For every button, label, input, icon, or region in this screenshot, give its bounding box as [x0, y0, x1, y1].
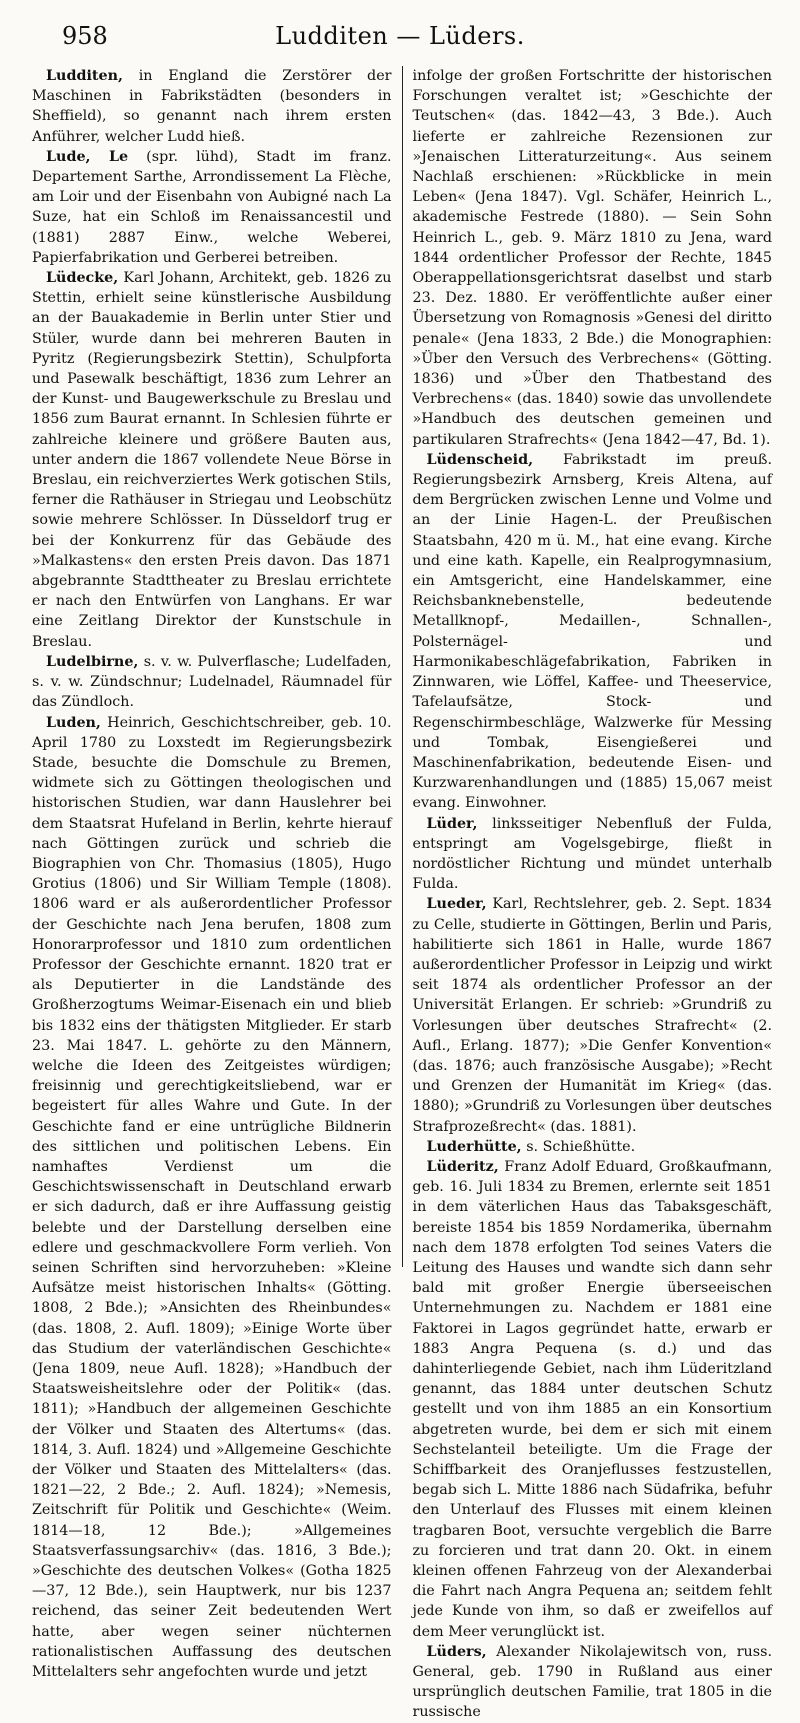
dictionary-entry	[32, 713, 392, 1683]
dictionary-entry	[413, 1642, 773, 1723]
entry-headword: Lüdecke,	[46, 270, 119, 287]
entry-headword: Ludelbirne,	[46, 653, 139, 670]
entry-text: in England die Zerstörer der Maschinen in Fabrikstädten (besonders in Sheffield), so genannt nach ihrem ersten Anführer, welcher Ludd hieß.	[32, 68, 392, 145]
dictionary-entry	[413, 1137, 773, 1157]
entry-text: linksseitiger Nebenfluß der Fulda, entspringt am Vogelsgebirge, fließt in nordöstlicher Richtung und mündet unterhalb Fulda.	[412, 815, 772, 893]
page-header	[30, 0, 770, 52]
right-column	[403, 66, 773, 1721]
dictionary-entry	[32, 66, 392, 147]
entry-headword: Luden,	[46, 714, 101, 731]
entry-headword: Luderhütte,	[426, 1138, 522, 1155]
entry-text: Alexander Nikolajewitsch von, russ. General, geb. 1790 in Rußland aus einer ursprünglich deutschen Familie, trat 1805 in die russische	[412, 1643, 772, 1721]
dictionary-entry	[413, 1157, 773, 1642]
dictionary-entry	[413, 66, 773, 450]
dictionary-entry	[32, 147, 392, 268]
dictionary-entry	[413, 814, 773, 895]
entry-headword: Lüders,	[426, 1643, 487, 1660]
dictionary-entry	[32, 652, 392, 713]
entry-text: infolge der großen Fortschritte der historischen Forschungen veraltet ist; »Geschichte der Teutschen« (das. 1842—43, 3 Bde.). Auch lieferte er zahlreiche Rezensionen zur »Jenaischen Litteraturzeitung«. Aus seinem Nachlaß erschienen: »Rückblicke in mein Leben« (Jena 1847). Vgl. Schäfer, Heinrich L., akademische Festrede (1880). — Sein Sohn Heinrich L., geb. 9. März 1810 zu Jena, ward 1844 ordentlicher Professor der Rechte, 1845 Oberappellationsgerichtsrat daselbst und starb 23. Dez. 1880. Er veröffentlichte außer einer Übersetzung von Romagnosis »Genesi del diritto penale« (Jena 1833, 2 Bde.) die Monographien: »Über den Versuch des Verbrechens« (Götting. 1836) und »Über den Thatbestand des Verbrechens« (das. 1840) sowie das unvollendete »Handbuch des deutschen gemeinen und partikularen Strafrechts« (Jena 1842—47, Bd. 1).	[412, 68, 773, 448]
running-title: Ludditen — Lüders.	[275, 22, 525, 50]
entry-text: s. Schießhütte.	[521, 1138, 636, 1155]
left-column	[32, 66, 402, 1681]
dictionary-entry	[413, 894, 773, 1136]
entry-text: Heinrich, Geschichtschreiber, geb. 10. April 1780 zu Loxstedt im Regierungsbezirk Stade, besuchte die Domschule zu Bremen, widmete sich zu Göttingen theologischen und historischen Studien, war dann Hauslehrer bei dem Staatsrat Hufeland in Berlin, kehrte hierauf nach Göttingen zurück und schrieb die Biographien von Chr. Thomasius (1805), Hugo Grotius (1806) und Sir William Temple (1808). 1806 ward er als außerordentlicher Professor der Geschichte nach Jena berufen, 1808 zum Honorarprofessor und 1810 zum ordentlichen Professor der Geschichte ernannt. 1820 trat er als Deputierter in die Landstände des Großherzogtums Weimar-Eisenach ein und blieb bis 1832 eins der thätigsten Mitglieder. Er starb 23. Mai 1847. L. gehörte zu den Männern, welche die Ideen des Zeitgeistes würdigen; freisinnig und gerechtigkeitsliebend, war er begeistert für alles Wahre und Gute. In der Geschichte fand er eine untrügliche Bildnerin des sittlichen und politischen Lebens. Ein namhaftes Verdienst um die Geschichtswissenschaft in Deutschland erwarb er sich dadurch, daß er ihre Auffassung geistig belebte und der Darstellung derselben eine edlere und geschmackvollere Form verlieh. Von seinen Schriften sind hervorzuheben: »Kleine Aufsätze meist historischen Inhalts« (Götting. 1808, 2 Bde.); »Ansichten des Rheinbundes« (das. 1808, 2. Aufl. 1809); »Einige Worte über das Studium der vaterländischen Geschichte« (Jena 1809, neue Aufl. 1828); »Handbuch der Staatsweisheitslehre oder der Politik« (das. 1811); »Handbuch der allgemeinen Geschichte der Völker und Staaten des Altertums« (das. 1814, 3. Aufl. 1824) und »Allgemeine Geschichte der Völker und Staaten des Mittelalters« (das. 1821—22, 2 Bde.; 2. Aufl. 1824); »Nemesis, Zeitschrift für Politik und Geschichte« (Weim. 1814—18, 12 Bde.); »Allgemeines Staatsverfassungsarchiv« (das. 1816, 3 Bde.); »Geschichte des deutschen Volkes« (Gotha 1825—37, 12 Bde.), sein Hauptwerk, nur bis 1237 reichend, das seiner Zeit bedeutenden Wert hatte, aber wegen seiner nüchternen rationalistischen Auffassung des deutschen Mittelalters sehr angefochten wurde und jetzt	[32, 714, 392, 1681]
entry-headword: Lude, Le	[46, 148, 129, 165]
entry-headword: Lüderitz,	[426, 1158, 499, 1175]
entry-text: Fabrikstadt im preuß. Regierungsbezirk Arnsberg, Kreis Altena, auf dem Bergrücken zwischen Lenne und Volme und an der Linie Hagen-L. der Preußischen Staatsbahn, 420 m ü. M., hat eine evang. Kirche und eine kath. Kapelle, ein Realprogymnasium, ein Amtsgericht, eine Handelskammer, eine Reichsbanknebenstelle, bedeutende Metallknopf-, Medaillen-, Schnallen-, Polsternägel- und Harmonikabeschlägefabrikation, Fabriken in Zinnwaren, wie Löffel, Kaffee- und Theeservice, Tafelaufsätze, Stock- und Regenschirmbeschläge, Walzwerke für Messing und Tombak, Eisengießerei und Maschinenfabrikation, bedeutende Eisen- und Kurzwarenhandlungen und (1885) 15,067 meist evang. Einwohner.	[412, 451, 772, 812]
entry-text: s. v. w. Pulverflasche; Ludelfaden, s. v. w. Zündschnur; Ludelnadel, Räumnadel für das Zündloch.	[32, 653, 392, 711]
page-number: 958	[62, 22, 108, 50]
entry-text: Karl Johann, Architekt, geb. 1826 zu Stettin, erhielt seine künstlerische Ausbildung an der Bauakademie in Berlin unter Stier und Stüler, wurde dann bei mehreren Bauten in Pyritz (Regierungsbezirk Stettin), Schulpforta und Pasewalk beschäftigt, 1836 zum Lehrer an der Kunst- und Baugewerkschule zu Breslau und 1856 zum Baurat ernannt. In Schlesien führte er zahlreiche kleinere und größere Bauten aus, unter andern die 1867 vollendete Neue Börse in Breslau, ein reichverziertes Werk gotischen Stils, ferner die Rathäuser in Striegau und Leobschütz sowie mehrere Schlösser. In Düsseldorf trug er bei der Konkurrenz für das Gebäude des »Malkastens« den ersten Preis davon. Das 1871 abgebrannte Stadttheater zu Breslau errichtete er nach den Entwürfen von Langhans. Er war eine Zeitlang Direktor der Kunstschule in Breslau.	[32, 270, 392, 650]
entry-text: Karl, Rechtslehrer, geb. 2. Sept. 1834 zu Celle, studierte in Göttingen, Berlin und Paris, habilitierte sich 1861 in Halle, wurde 1867 außerordentlicher Professor in Leipzig und wirkt seit 1874 als ordentlicher Professor an der Universität Erlangen. Er schrieb: »Grundriß zu Vorlesungen über deutsches Strafrecht« (2. Aufl., Erlang. 1877); »Die Genfer Konvention« (das. 1876; auch französische Ausgabe); »Recht und Grenzen der Humanität im Krieg« (das. 1880); »Grundriß zu Vorlesungen über deutsches Strafprozeßrecht« (das. 1881).	[412, 896, 772, 1135]
entry-headword: Ludditen,	[46, 68, 123, 84]
entry-text: (spr. lühd), Stadt im franz. Departement Sarthe, Arrondissement La Flèche, am Loir und der Eisenbahn von Aubigné nach La Suze, hat ein Schloß im Renaissancestil und (1881) 2887 Einw., welche Weberei, Papierfabrikation und Gerberei betreiben.	[32, 148, 392, 266]
entry-text: Franz Adolf Eduard, Großkaufmann, geb. 16. Juli 1834 zu Bremen, erlernte seit 1851 in dem väterlichen Haus das Tabaksgeschäft, bereiste 1854 bis 1859 Nordamerika, übernahm nach dem 1878 erfolgten Tod seines Vaters die Leitung des Hauses und wandte sich dann sehr bald mit großer Energie überseeischen Unternehmungen zu. Nachdem er 1881 eine Faktorei in Lagos gegründet hatte, erwarb er 1883 Angra Pequena (s. d.) und das dahinterliegende Gebiet, nach ihm Lüderitzland genannt, das 1884 unter deutschen Schutz gestellt und von ihm 1885 an ein Konsortium abgetreten wurde, bei dem er sich mit einem Sechstelanteil beteiligte. Um die Frage der Schiffbarkeit des Oranjeflusses festzustellen, begab sich L. Mitte 1886 nach Südafrika, befuhr den Unterlauf des Flusses mit einem kleinen tragbaren Boot, versuchte vergeblich die Barre zu forcieren und trat dann 20. Okt. in einem kleinen offenen Fahrzeug von der Alexanderbai die Fahrt nach Angra Pequena an; seitdem fehlt jede Kunde von ihm, so daß er zweifellos auf dem Meer verunglückt ist.	[412, 1158, 772, 1640]
text-columns	[32, 66, 773, 1721]
dictionary-entry	[413, 450, 773, 814]
dictionary-entry	[32, 268, 392, 652]
entry-headword: Lüdenscheid,	[426, 451, 534, 468]
entry-headword: Lueder,	[426, 896, 487, 913]
entry-headword: Lüder,	[426, 815, 478, 832]
